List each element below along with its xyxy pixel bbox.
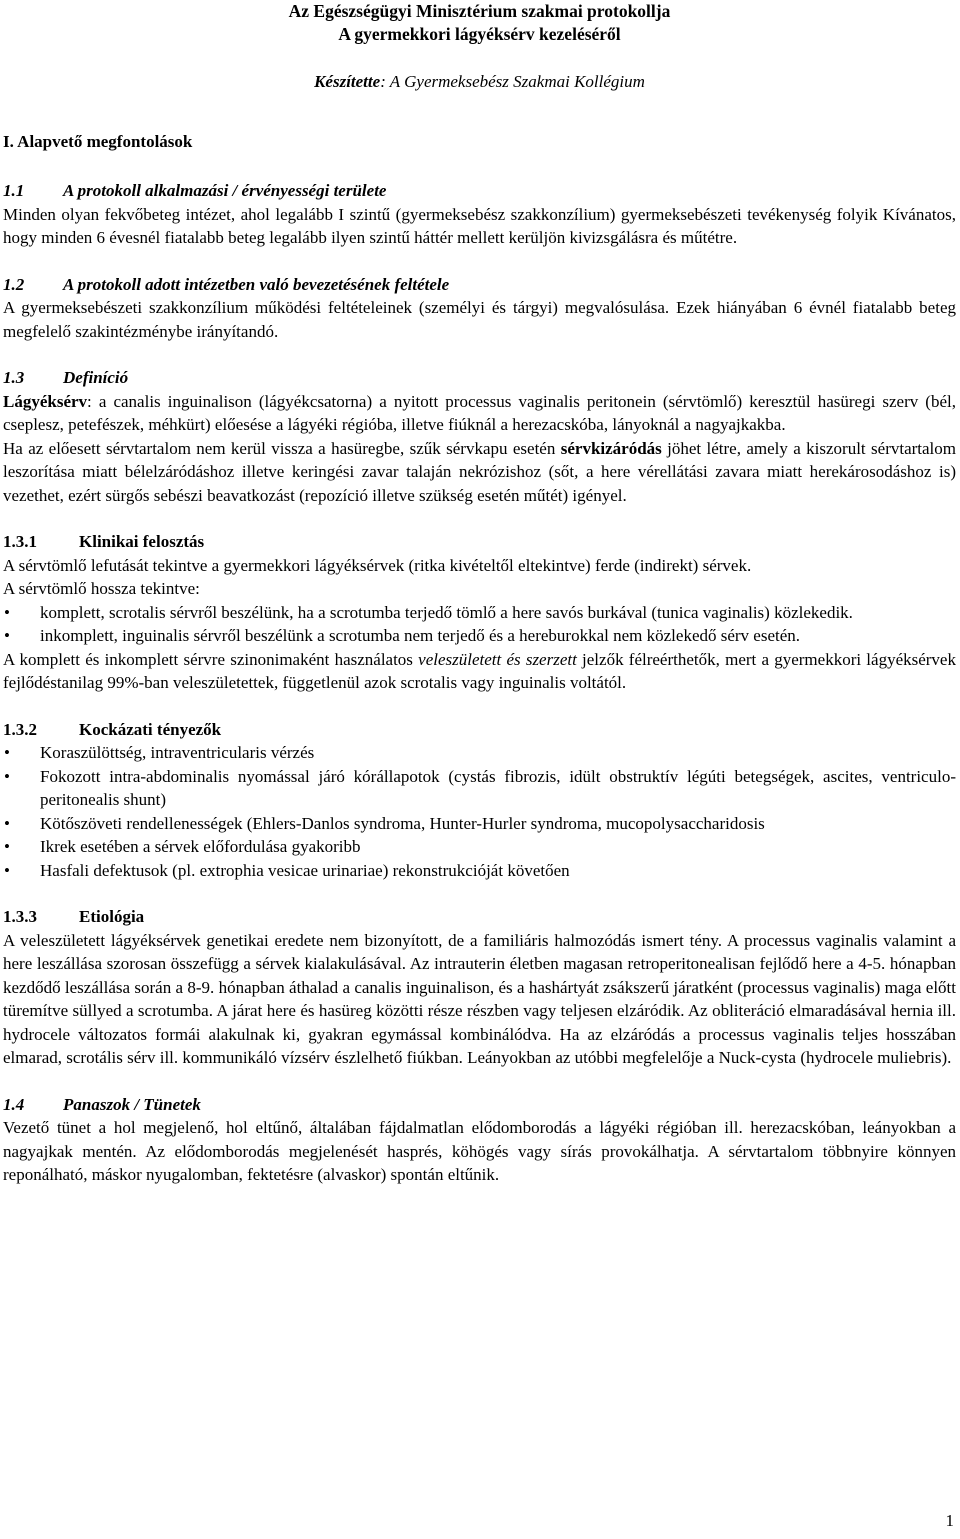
section-title: Klinikai felosztás: [79, 532, 205, 551]
bullet-icon: •: [4, 743, 10, 762]
list-item: [3, 859, 956, 883]
paragraph-text: jelzők félreérthetők, mert a gyermekkori lágyéksérvek fejlődéstanilag 99%-ban veleszületettek, függetlenül azok scrotalis vagy inguinalis voltától.: [3, 649, 956, 692]
bullet-icon: •: [4, 860, 10, 880]
section-number: 1.3.1: [3, 532, 37, 551]
section-1-3: [3, 366, 956, 507]
bullet-icon: •: [4, 837, 10, 856]
document-title-2: A gyermekkori lágyéksérv kezeléséről: [338, 24, 621, 44]
author-label: Készítette: [314, 72, 381, 91]
section-paragraph: A gyermeksebészeti szakkonzílium működési feltételeinek (személyi és tárgyi) megvalósulása. Ezek hiányában 6 évnél fiatalabb beteg megfelelő szakintézménybe irányítandó.: [3, 298, 956, 341]
author-line: [3, 70, 956, 94]
section-title: Definíció: [63, 368, 129, 387]
section-heading: [3, 273, 956, 297]
section-number: 1.4: [3, 1094, 25, 1114]
list-item-text: Kötőszöveti rendellenességek (Ehlers-Danlos syndroma, Hunter-Hurler syndroma, mucopolysaccharidosis: [40, 813, 765, 833]
section-paragraph: A sérvtömlő hossza tekintve:: [3, 579, 200, 598]
list-item-text: Fokozott intra-abdominalis nyomással járó kórállapotok (cystás fibrozis, idült obstruktív légúti betegségek, ascites, ventriculo-peritonealis shunt): [40, 766, 956, 809]
definition-term: Lágyéksérv: [3, 391, 88, 411]
section-title: Panaszok / Tünetek: [63, 1094, 201, 1114]
subsection-heading: [3, 530, 956, 554]
section-number: 1.3.2: [3, 719, 37, 739]
section-number: 1.1: [3, 181, 25, 200]
section-1-3-1: [3, 530, 956, 695]
incarceration-paragraph: [3, 437, 956, 508]
chapter-heading: I. Alapvető megfontolások: [3, 131, 193, 151]
section-title: A protokoll adott intézetben való bevezetésének feltétele: [63, 274, 450, 294]
bold-term: sérvkizáródás: [560, 438, 662, 458]
definition-paragraph: [3, 390, 956, 437]
bullet-list: [3, 601, 956, 648]
section-1-2: [3, 273, 956, 344]
bullet-list: [3, 741, 956, 882]
document-title-1: Az Egészségügyi Minisztérium szakmai protokollja: [288, 1, 671, 21]
italic-term: veleszületett és szerzett: [418, 649, 577, 669]
bullet-icon: •: [4, 602, 10, 622]
list-item-text: Koraszülöttség, intraventricularis vérzés: [40, 743, 315, 762]
definition-text: : a canalis inguinalison (lágyékcsatorna) a nyitott processus vaginalis peritonein (sérvtömlő) keresztül hasüregi szerv (bél, cseplesz, petefészek, méhkürt) előesése a lágyéki régióba, illetve fiúknál a herezacskóba, lányoknál a nagyajkakba.: [3, 391, 956, 434]
section-heading: [3, 366, 956, 390]
section-number: 1.2: [3, 274, 25, 294]
list-item: [3, 835, 956, 859]
list-item-text: Ikrek esetében a sérvek előfordulása gyakoribb: [40, 837, 361, 856]
list-item-text: komplett, scrotalis sérvről beszélünk, ha a scrotumba terjedő tömlő a here savós burkával (tunica vaginalis) közlekedik.: [40, 602, 853, 622]
section-title: A protokoll alkalmazási / érvényességi területe: [63, 181, 387, 200]
section-1-1: [3, 179, 956, 250]
section-1-4: [3, 1093, 956, 1187]
section-title: Kockázati tényezők: [79, 719, 222, 739]
section-number: 1.3.3: [3, 907, 37, 926]
list-item-text: inkomplett, inguinalis sérvről beszélünk a scrotumba nem terjedő és a hereburokkal nem közlekedő sérv esetén.: [40, 626, 801, 645]
subsection-heading: [3, 905, 956, 929]
author-value: : A Gyermeksebész Szakmai Kollégium: [380, 72, 645, 91]
paragraph-text: A komplett és inkomplett sérvre szinonimaként használatos: [3, 649, 419, 669]
section-paragraph: Vezető tünet a hol megjelenő, hol eltűnő, általában fájdalmatlan elődomborodás a lágyéki régióban ill. herezacskóban, leányokban a nagyajkak mentén. Az elődomborodás megjelenését hasprés, köhögés vagy sírás provokálhatja. A sérvtartalom többnyire könnyen reponálható, máskor nyugalomban, fektetésre (alvaskor) spontán eltűnik.: [3, 1118, 956, 1184]
section-1-3-3: [3, 905, 956, 1070]
section-paragraph: Minden olyan fekvőbeteg intézet, ahol legalább I szintű (gyermeksebész szakkonzílium) gyermeksebészeti tevékenység folyik Kívánatos, hogy minden 6 évesnél fiatalabb beteg legalább ilyen szintű háttér mellett kerüljön kivizsgálásra és műtétre.: [3, 204, 956, 247]
section-heading: [3, 179, 956, 203]
section-paragraph: A veleszületett lágyéksérvek genetikai eredete nem bizonyított, de a familiáris halmozódás ismert tény. A processus vaginalis valamint a here leszállása szorosan összefügg a sérvek kialakulásával. Az intrauterin életben magasan retroperitonealisan fejlődő here a 4-5. hónapban kezdődő leszállása során a 8-9. hónapban áthalad a canalis inguinalison, és a hashártyát zsákszerű járatként (processus vaginalis) maga előtt türemítve süllyed a scrotumba. A járat here és hasüreg közötti része részben vagy teljesen elzáródik. Az obliteráció elmaradásával hernia ill. hydrocele változatos formái alakulnak ki, gyakran egymással kombinálódva. Ha az elzáródás a processus vaginalis teljes hosszában elmarad, scrotális sérv ill. kommunikáló vízsérv észlelhető fiúkban. Leányokban az utóbbi megfelelője a Nuck-cysta (hydrocele muliebris).: [3, 930, 956, 1067]
bullet-icon: •: [4, 813, 10, 833]
list-item: [3, 812, 956, 836]
list-item-text: Hasfali defektusok (pl. extrophia vesicae urinariae) rekonstrukcióját követően: [40, 860, 570, 880]
list-item: [3, 601, 956, 625]
section-heading: [3, 1093, 956, 1117]
page-number: 1: [945, 1511, 954, 1530]
list-item: [3, 624, 956, 648]
section-number: 1.3: [3, 368, 25, 387]
bullet-icon: •: [4, 626, 10, 645]
paragraph-text: jöhet létre, amely a kiszorult sérvtartalom leszorítása miatt bélelzáródáshoz illetve keringési zavar talaján nekrózishoz (sőt, a here vérellátási zavara miatt herekárosodáshoz is) vezethet, ezért sürgős sebészi beavatkozást (repozíció illetve szükség esetén műtét) igényel.: [3, 438, 956, 505]
list-item: [3, 765, 956, 812]
section-1-3-2: [3, 718, 956, 883]
section-paragraph: A sérvtömlő lefutását tekintve a gyermekkori lágyéksérvek (ritka kivételtől eltekintve) ferde (indirekt) sérvek.: [3, 555, 752, 575]
paragraph-text: Ha az előesett sérvtartalom nem kerül vissza a hasüregbe, szűk sérvkapu esetén: [3, 438, 561, 458]
subsection-heading: [3, 718, 956, 742]
section-title: Etiológia: [79, 907, 145, 926]
document-page: [3, 0, 956, 1187]
bullet-icon: •: [4, 766, 10, 786]
list-item: [3, 741, 956, 765]
section-paragraph: [3, 648, 956, 695]
